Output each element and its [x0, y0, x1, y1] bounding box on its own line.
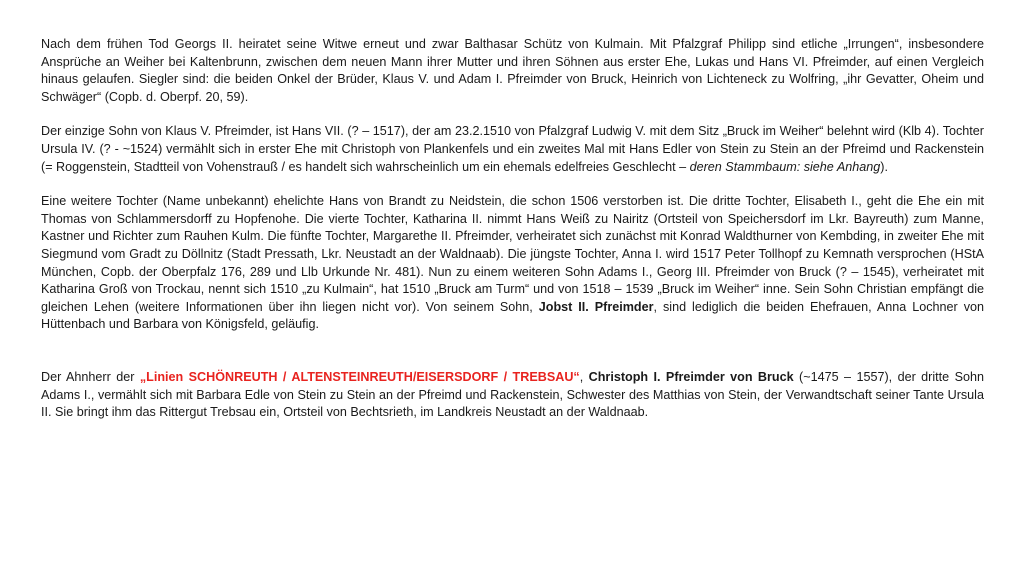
- paragraph-4-bold-name: Christoph I. Pfreimder von Bruck: [588, 369, 794, 384]
- paragraph-3-text: Eine weitere Tochter (Name unbekannt) ehelichte Hans von Brandt zu Neidstein, die schon 1506 verstorben ist. Die dritte Tochter, Elisabeth I., geht die Ehe ein mit Thomas von Schlammersdorff zu Hopfenohe. Die vierte Tochter, Katharina II. nimmt Hans Weiß zu Nairitz (Ortsteil von Speichersdorf im Lkr. Bayreuth) zum Manne, Kastner und Richter zum Rauhen Kulm. Die fünfte Tochter, Margarethe II. Pfreimder, verheiratet sich zunächst mit Konrad Waldthurner von Kembding, in zweiter Ehe mit Siegmund vom Gradt zu Döllnitz (Stadt Pressath, Lkr. Neustadt an der Waldnaab). Die jüngste Tochter, Anna I. wird 1517 Peter Tollhopf zu Kemnath versprochen (HStA München, Copb. der Oberpfalz 176, 289 und Llb Urkunde Nr. 481). Nun zu einem weiteren Sohn Adams I., Georg III. Pfreimder von Bruck (? – 1545), verheiratet mit Katharina Groß von Trockau, nennt sich 1510 „zu Kulmain“, hat 1510 „Bruck am Turm“ und von 1518 – 1539 „Bruck im Weiher“ inne. Sein Sohn Christian empfängt die gleichen Lehen (weitere Informationen über ihn liegen nicht vor). Von seinem Sohn,: [41, 194, 984, 314]
- paragraph-3: [41, 193, 984, 334]
- paragraph-3-end: , sind lediglich die beiden Ehefrauen, Anna Lochner von Hüttenbach und Barbara von Königsfeld, geläufig.: [41, 299, 984, 332]
- paragraph-2-end: ).: [880, 159, 888, 174]
- paragraph-2: [41, 123, 984, 176]
- paragraph-4-text: Der Ahnherr der: [41, 369, 140, 384]
- paragraph-4-comma: ,: [579, 369, 589, 384]
- paragraph-4: [41, 369, 984, 422]
- paragraph-1: [41, 36, 984, 106]
- paragraph-2-text: Der einzige Sohn von Klaus V. Pfreimder, ist Hans VII. (? – 1517), der am 23.2.1510 von Pfalzgraf Ludwig V. mit dem Sitz „Bruck im Weiher“ belehnt wird (Klb 4). Tochter Ursula IV. (? - ~1524) vermählt sich in erster Ehe mit Christoph von Plankenfels und ein zweites Mal mit Hans Edler von Stein zu Stein an der Pfreimd und Rackenstein (= Roggenstein, Stadtteil von Vohenstrauß / es handelt sich wahrscheinlich um ein ehemals edelfreies Geschlecht –: [41, 124, 984, 174]
- paragraph-4-end: (~1475 – 1557), der dritte Sohn Adams I., vermählt sich mit Barbara Edle von Stein zu Stein an der Pfreimd und Rackenstein, Schwester des Matthias von Stein, der Verwandtschaft seiner Tante Ursula II. Sie bringt ihm das Rittergut Trebsau ein, Ortsteil von Bechtsrieth, im Landkreis Neustadt an der Waldnaab.: [41, 369, 985, 420]
- paragraph-3-bold-name: Jobst II. Pfreimder: [538, 299, 654, 314]
- paragraph-2-italic-note: deren Stammbaum: siehe Anhang: [689, 159, 881, 174]
- paragraph-4-lineage-highlight: „Linien SCHÖNREUTH / ALTENSTEINREUTH/EISERSDORF / TREBSAU“: [139, 369, 580, 384]
- paragraph-1-text: Nach dem frühen Tod Georgs II. heiratet seine Witwe erneut und zwar Balthasar Schütz von Kulmain. Mit Pfalzgraf Philipp sind etliche „Irrungen“, insbesondere Ansprüche an Weiher bei Kaltenbrunn, zwischen dem neuen Mann ihrer Mutter und ihren Söhnen aus erster Ehe, Lukas und Hans VI. Pfreimder, auf einen Vergleich hinaus gelaufen. Siegler sind: die beiden Onkel der Brüder, Klaus V. und Adam I. Pfreimder von Bruck, Heinrich von Lichteneck zu Wolfring, „ihr Gevatter, Oheim und Schwäger“ (Copb. d. Oberpf. 20, 59).: [41, 37, 984, 104]
